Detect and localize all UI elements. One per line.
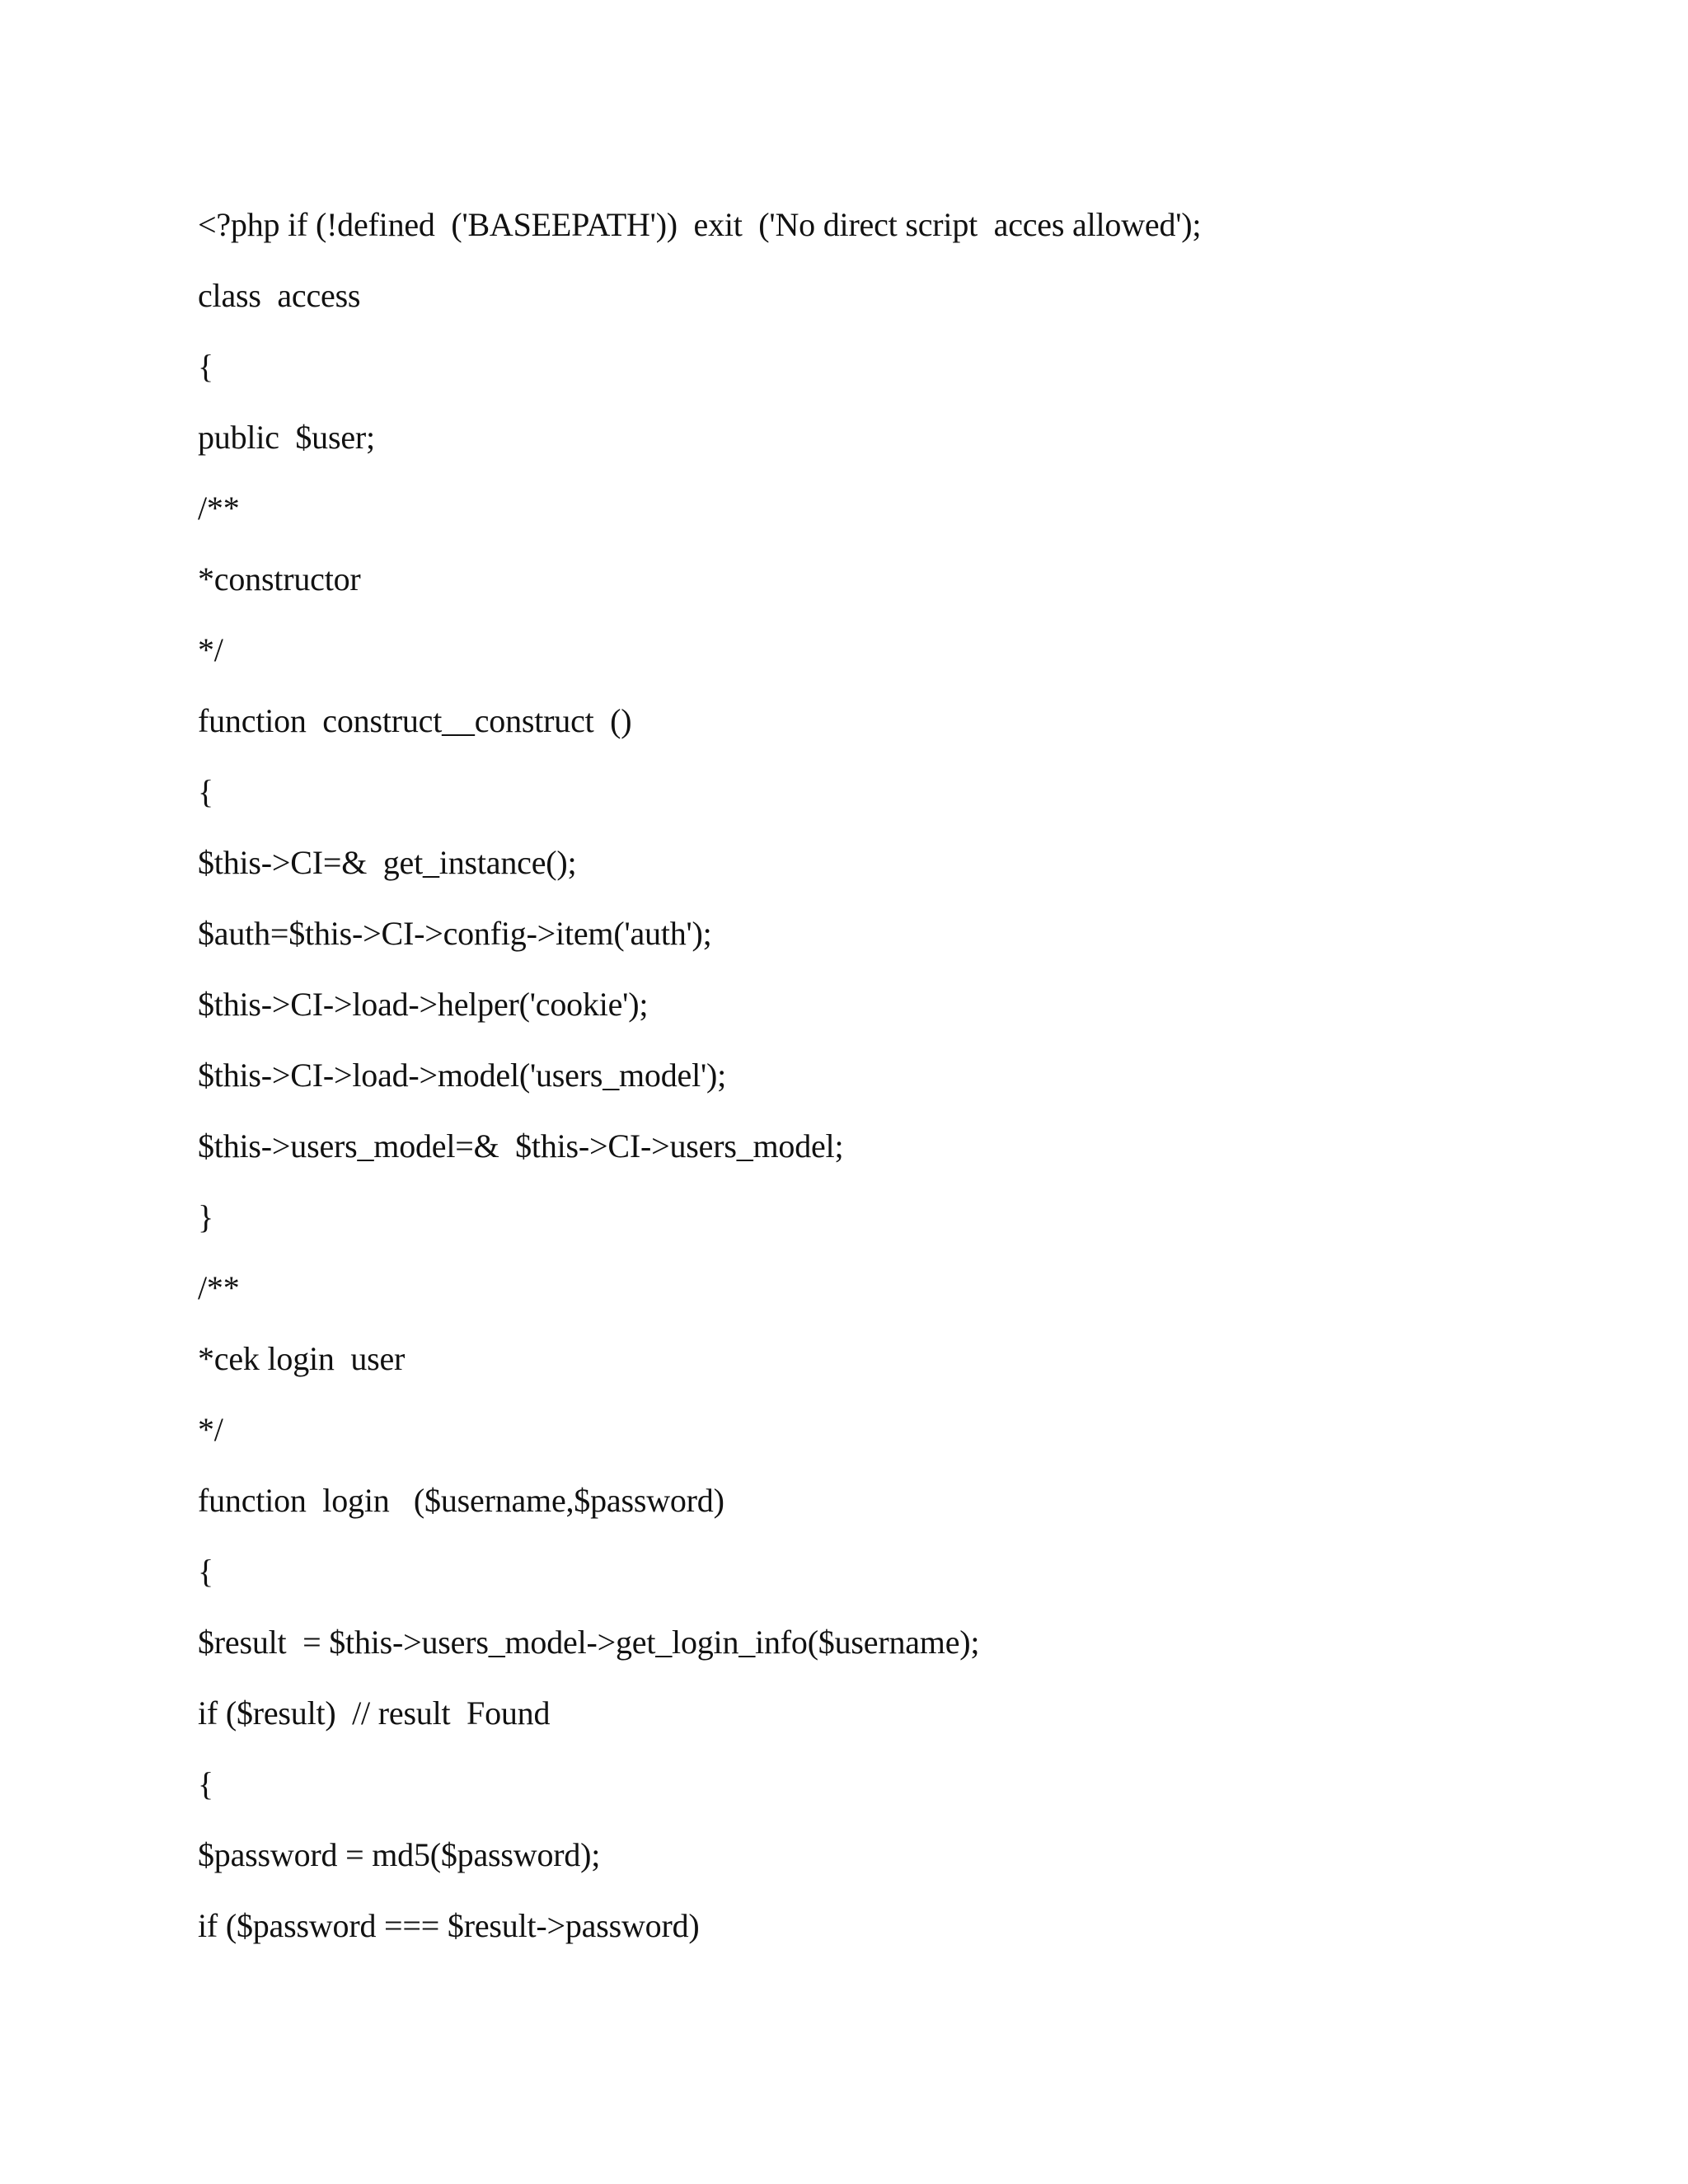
code-line: if ($password === $result->password) [198,1907,700,1944]
code-line: $this->CI->load->model('users_model'); [198,1057,727,1094]
code-line: { [198,773,213,810]
code-line: function login ($username,$password) [198,1482,724,1519]
code-line: /** [198,1269,240,1306]
code-line: } [198,1198,213,1235]
code-line: $this->CI->load->helper('cookie'); [198,986,649,1023]
code-line: *cek login user [198,1340,406,1377]
code-line: $result = $this->users_model->get_login_info($username); [198,1624,980,1661]
code-line: */ [198,631,223,668]
code-line: { [198,1765,213,1802]
code-line: { [198,348,213,385]
code-line: if ($result) // result Found [198,1694,551,1732]
code-line: <?php if (!defined ('BASEEPATH')) exit ('No direct script acces allowed'); [198,206,1202,243]
code-line: function construct__construct () [198,702,632,739]
code-line: class access [198,277,361,314]
code-line: */ [198,1411,223,1448]
code-line: $auth=$this->CI->config->item('auth'); [198,915,712,952]
code-line: $this->users_model=& $this->CI->users_model; [198,1127,844,1165]
code-line: *constructor [198,560,361,598]
code-line: public $user; [198,419,375,456]
code-line: /** [198,490,240,527]
code-line: { [198,1553,213,1590]
code-line: $this->CI=& get_instance(); [198,844,577,881]
code-line: $password = md5($password); [198,1836,601,1873]
code-listing [198,190,1533,1961]
